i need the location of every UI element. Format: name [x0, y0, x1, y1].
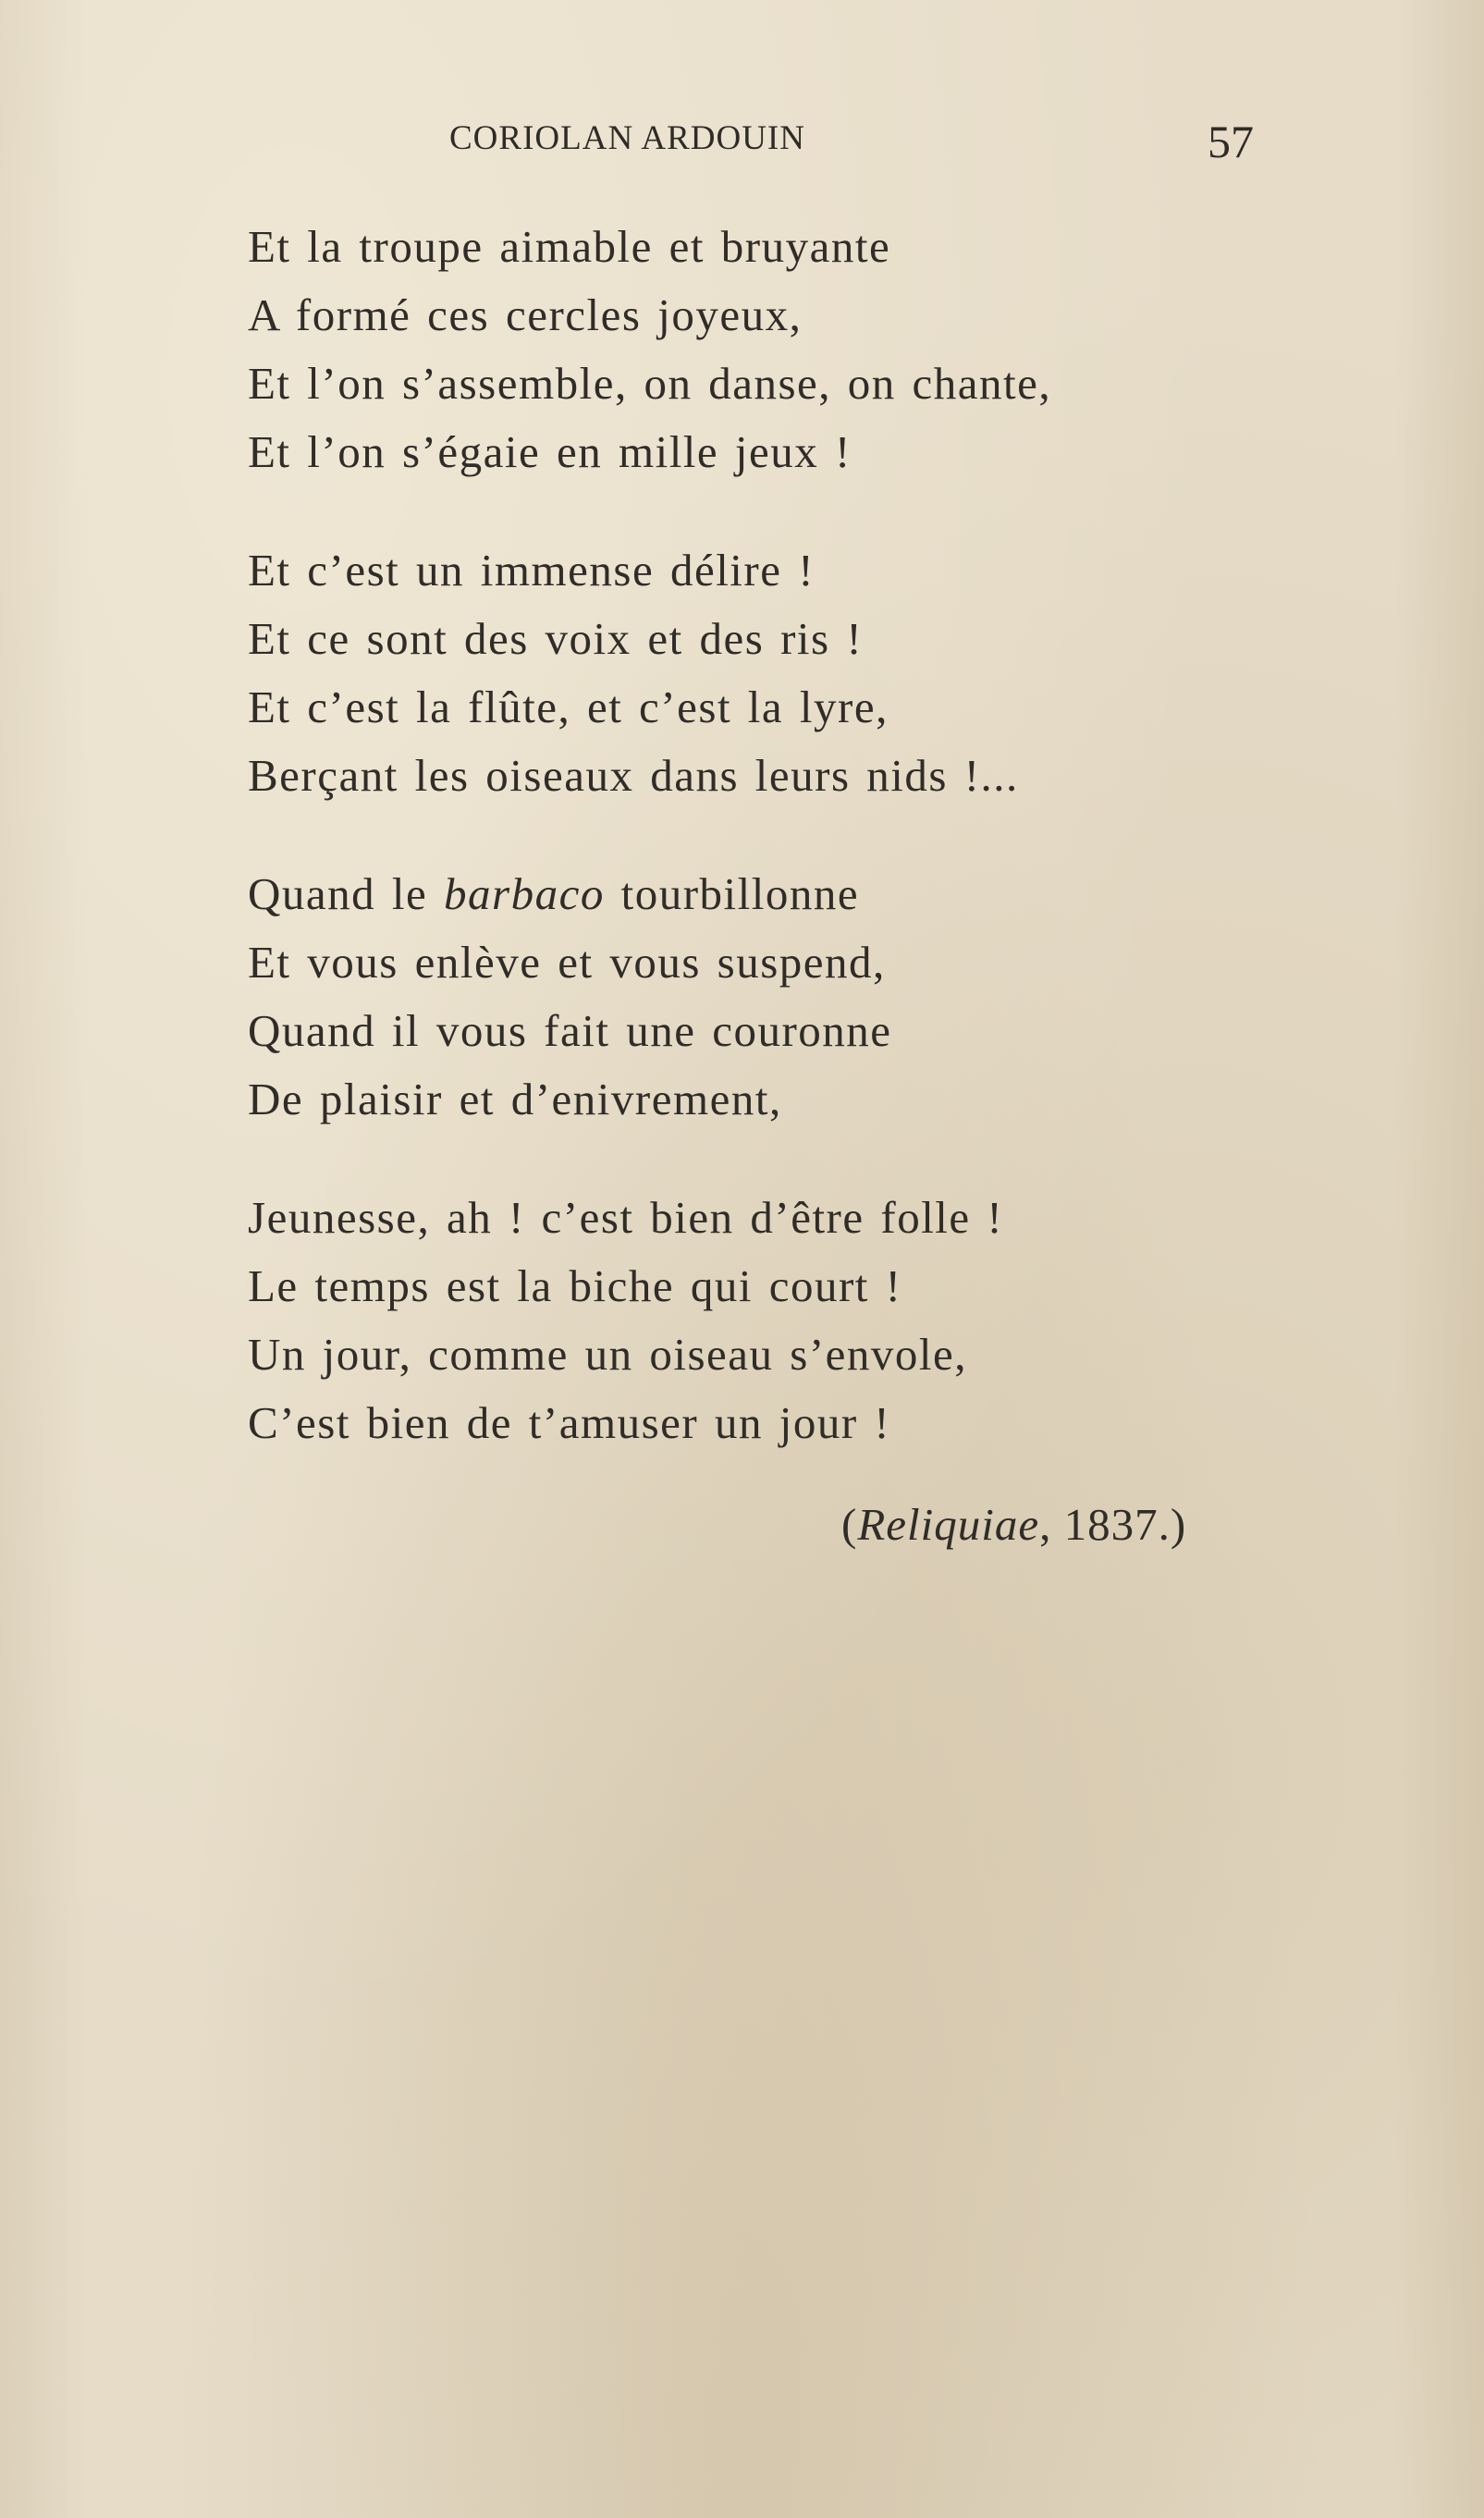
poem-line: Et l’on s’égaie en mille jeux ! — [248, 426, 852, 477]
poem-line: Et l’on s’assemble, on danse, on chante, — [248, 358, 1052, 409]
poem-line: Et la troupe aimable et bruyante — [248, 221, 891, 272]
poem-line: Quand il vous fait une couronne — [248, 1005, 892, 1056]
stanza-4 — [248, 1184, 1311, 1457]
poem-line: De plaisir et d’enivrement, — [248, 1074, 782, 1124]
source-citation — [841, 1498, 1186, 1551]
poem-line: Le temps est la biche qui court ! — [248, 1260, 902, 1311]
poem-line: Et c’est la flûte, et c’est la lyre, — [248, 682, 889, 732]
stanza-3 — [248, 860, 1311, 1134]
poem-line-text: tourbillonne — [604, 868, 860, 919]
italic-word: barbaco — [444, 868, 605, 919]
poem-line: Et ce sont des voix et des ris ! — [248, 613, 864, 664]
poem-line: Et c’est un immense délire ! — [248, 545, 816, 596]
citation-rest: , 1837.) — [1039, 1499, 1187, 1550]
poem-line: Un jour, comme un oiseau s’envole, — [248, 1329, 968, 1380]
poem-line: A formé ces cercles joyeux, — [248, 289, 803, 340]
poem-line: C’est bien de t’amuser un jour ! — [248, 1397, 891, 1448]
stanza-1 — [248, 213, 1311, 486]
running-title: CORIOLAN ARDOUIN — [449, 119, 805, 157]
poem-line — [248, 860, 1311, 928]
stanza-2 — [248, 536, 1311, 810]
poem-line: Berçant les oiseaux dans leurs nids !... — [248, 750, 1019, 801]
citation-open: ( — [841, 1499, 858, 1550]
citation-title: Reliquiae — [857, 1499, 1040, 1550]
poem-line: Jeunesse, ah ! c’est bien d’être folle ! — [248, 1192, 1004, 1243]
poem — [248, 213, 1311, 1507]
page-number: 57 — [1208, 116, 1254, 167]
poem-line-text: Quand le — [248, 868, 444, 919]
poem-line: Et vous enlève et vous suspend, — [248, 937, 886, 988]
